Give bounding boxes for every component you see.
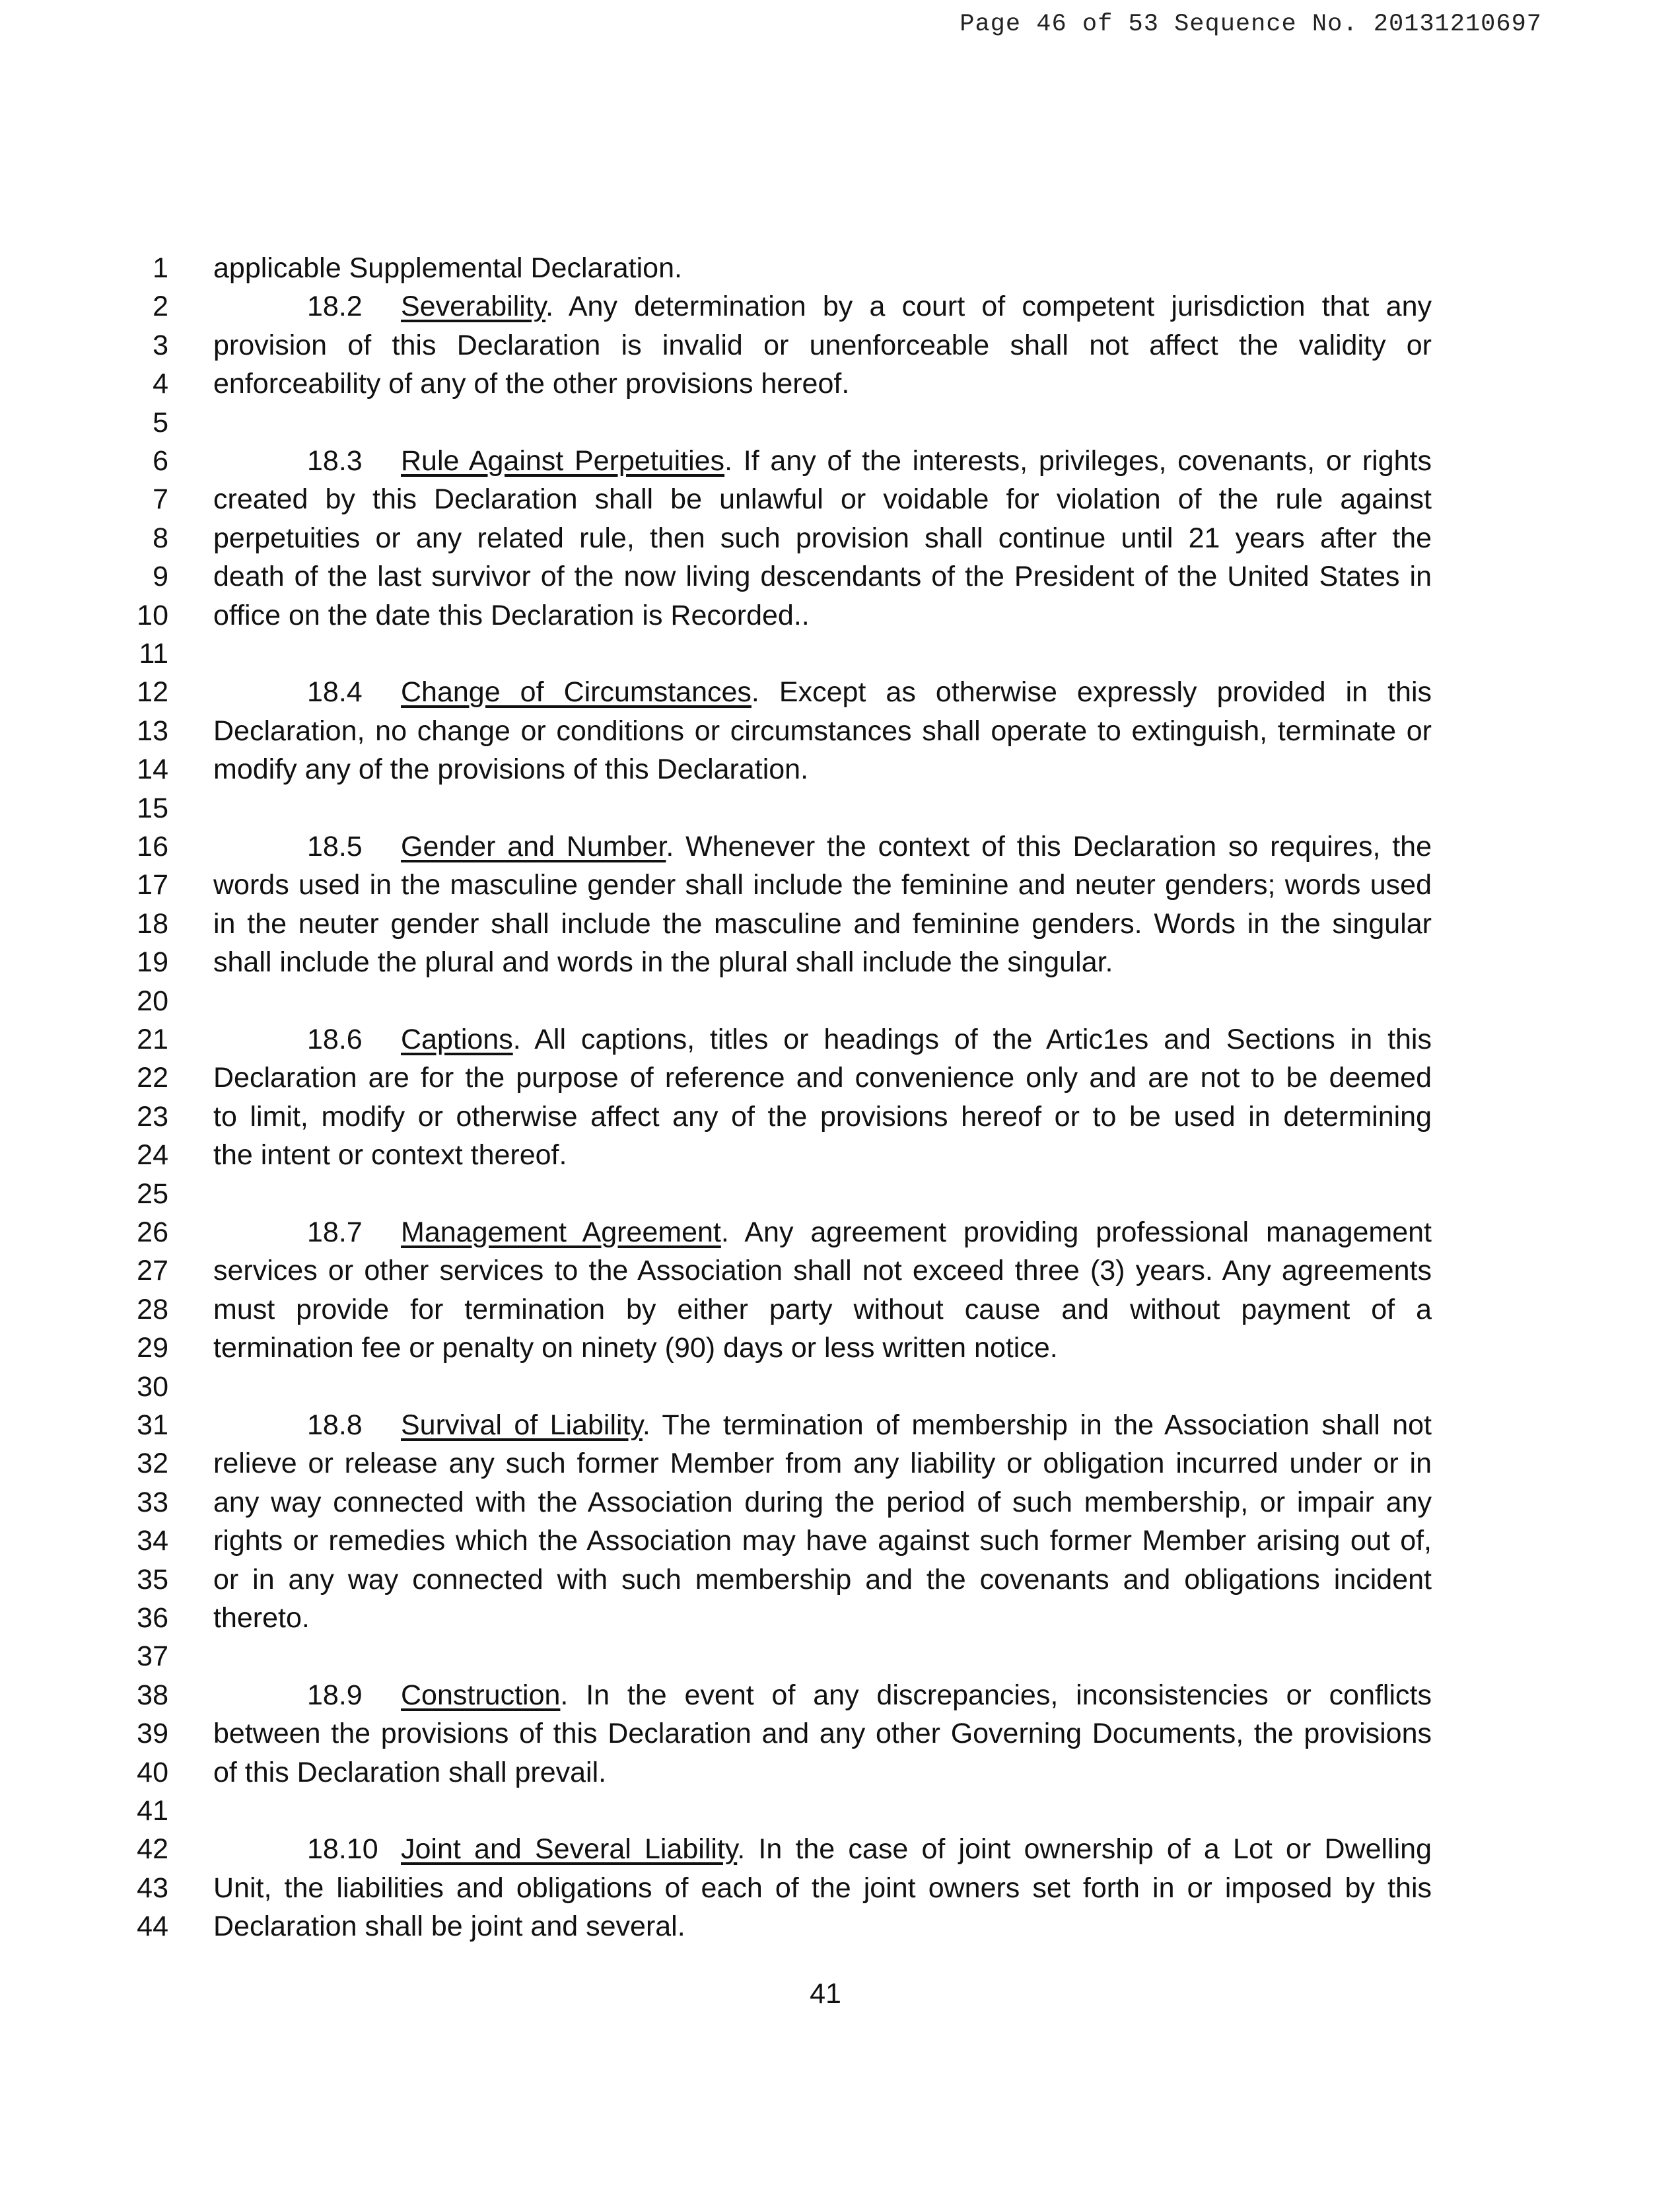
line-text: of this Declaration shall prevail.	[213, 1756, 607, 1788]
line-text: to limit, modify or otherwise affect any of the provisions hereof or to be used in determining	[213, 1100, 1432, 1133]
line-text: modify any of the provisions of this Declaration.	[213, 754, 809, 786]
line-number: 17	[137, 869, 168, 901]
line-number: 16	[137, 831, 168, 862]
section-title: Management Agreement	[401, 1216, 721, 1248]
section-number: 18.10	[307, 1833, 378, 1866]
line-number: 1	[153, 252, 168, 284]
line-text: thereto.	[213, 1602, 310, 1634]
line-text	[213, 1020, 1432, 1059]
section-text: . In the case of joint ownership of a Lot or Dwelling	[737, 1833, 1432, 1866]
line-number: 4	[153, 368, 168, 400]
line-text: Unit, the liabilities and obligations of each of the joint owners set forth in or imposed by this	[213, 1872, 1432, 1904]
line-number: 36	[137, 1602, 168, 1634]
section-number: 18.2	[307, 291, 363, 323]
document-line	[0, 249, 1680, 287]
line-number: 9	[153, 561, 168, 593]
document-line	[0, 673, 1680, 711]
document-line	[0, 827, 1680, 866]
line-number: 2	[153, 291, 168, 323]
line-number: 24	[137, 1139, 168, 1172]
document-line	[0, 596, 1680, 635]
line-number: 27	[137, 1255, 168, 1287]
document-line	[0, 480, 1680, 518]
line-text: Declaration are for the purpose of reference and convenience only and are not to be deemed	[213, 1062, 1432, 1094]
line-number: 15	[137, 792, 168, 824]
section-number: 18.5	[307, 831, 363, 862]
document-line	[0, 1290, 1680, 1329]
document-line	[0, 943, 1680, 981]
line-text: relieve or release any such former Member from any liability or obligation incurred under or in	[213, 1448, 1432, 1480]
line-number: 3	[153, 329, 168, 361]
section-number: 18.7	[307, 1216, 363, 1248]
section-title: Rule Against Perpetuities	[401, 445, 725, 477]
section-title: Survival of Liability	[401, 1409, 643, 1441]
line-number: 40	[137, 1756, 168, 1788]
line-text: rights or remedies which the Association may have against such former Member arising out of,	[213, 1525, 1432, 1557]
document-line	[0, 1599, 1680, 1637]
document-line	[0, 789, 1680, 827]
section-text: . Any determination by a court of competent jurisdiction that any	[545, 291, 1432, 323]
section-title: Gender and Number	[401, 831, 666, 862]
document-line	[0, 1714, 1680, 1753]
line-number: 32	[137, 1448, 168, 1480]
line-text: or in any way connected with such membership and the covenants and obligations incident	[213, 1563, 1432, 1595]
line-number: 23	[137, 1100, 168, 1133]
document-line	[0, 1522, 1680, 1560]
document-line	[0, 1175, 1680, 1213]
line-number: 43	[137, 1872, 168, 1904]
line-text	[213, 1213, 1432, 1251]
line-number: 41	[137, 1795, 168, 1827]
section-text: . All captions, titles or headings of the Artic1es and Sections in this	[512, 1024, 1432, 1055]
line-number: 7	[153, 483, 168, 516]
line-text	[213, 442, 1432, 480]
document-line	[0, 1869, 1680, 1907]
document-line	[0, 557, 1680, 596]
line-number: 14	[137, 754, 168, 786]
line-number: 12	[137, 676, 168, 709]
document-line	[0, 519, 1680, 557]
section-number: 18.8	[307, 1409, 363, 1441]
line-number: 35	[137, 1563, 168, 1595]
document-line	[0, 1059, 1680, 1097]
page-number: 41	[810, 1978, 841, 2010]
line-text: shall include the plural and words in the plural shall include the singular.	[213, 946, 1113, 979]
line-text	[213, 287, 1432, 326]
line-number: 37	[137, 1640, 168, 1673]
line-number: 44	[137, 1911, 168, 1943]
document-line	[0, 1676, 1680, 1714]
line-text: created by this Declaration shall be unlawful or voidable for violation of the rule against	[213, 483, 1432, 516]
line-number: 22	[137, 1062, 168, 1094]
line-number: 5	[153, 406, 168, 438]
section-text: . Except as otherwise expressly provided in this	[751, 676, 1432, 709]
section-title: Severability	[401, 291, 546, 323]
document-line	[0, 712, 1680, 750]
line-number: 25	[137, 1177, 168, 1210]
document-line	[0, 1213, 1680, 1251]
document-line	[0, 1136, 1680, 1174]
line-number: 42	[137, 1833, 168, 1866]
line-number: 38	[137, 1679, 168, 1711]
document-line	[0, 1444, 1680, 1483]
line-text: between the provisions of this Declaration and any other Governing Documents, the provisions	[213, 1718, 1432, 1750]
section-title: Joint and Several Liability	[401, 1833, 738, 1866]
line-number: 8	[153, 522, 168, 554]
line-number: 33	[137, 1486, 168, 1518]
line-number: 18	[137, 907, 168, 940]
document-line	[0, 1368, 1680, 1406]
line-text: services or other services to the Association shall not exceed three (3) years. Any agreements	[213, 1255, 1432, 1287]
section-title: Construction	[401, 1679, 561, 1711]
document-line	[0, 442, 1680, 480]
line-number: 39	[137, 1718, 168, 1750]
line-text	[213, 1676, 1432, 1714]
document-line	[0, 287, 1680, 326]
page-header: Page 46 of 53 Sequence No. 20131210697	[960, 11, 1542, 38]
document-line	[0, 1753, 1680, 1792]
line-number: 21	[137, 1024, 168, 1055]
line-text: any way connected with the Association during the period of such membership, or impair any	[213, 1486, 1432, 1518]
document-line	[0, 1830, 1680, 1868]
document-line	[0, 365, 1680, 403]
line-text: perpetuities or any related rule, then such provision shall continue until 21 years after the	[213, 522, 1432, 554]
section-text: . If any of the interests, privileges, covenants, or rights	[724, 445, 1432, 477]
document-line	[0, 635, 1680, 673]
line-number: 31	[137, 1409, 168, 1441]
document-line	[0, 866, 1680, 904]
line-number: 29	[137, 1332, 168, 1364]
line-number: 30	[137, 1370, 168, 1403]
document-line	[0, 905, 1680, 943]
document-line	[0, 326, 1680, 365]
line-text: in the neuter gender shall include the masculine and feminine genders. Words in the singular	[213, 907, 1432, 940]
section-text: . In the event of any discrepancies, inconsistencies or conflicts	[560, 1679, 1432, 1711]
section-text: . Any agreement providing professional management	[720, 1216, 1432, 1248]
line-number: 10	[137, 599, 168, 631]
line-text	[213, 1406, 1432, 1444]
document-line	[0, 1329, 1680, 1367]
section-text: . Whenever the context of this Declaration so requires, the	[666, 831, 1432, 862]
document-line	[0, 1251, 1680, 1290]
line-text: death of the last survivor of the now living descendants of the President of the United States in	[213, 561, 1432, 593]
line-number: 11	[139, 638, 168, 670]
document-line	[0, 750, 1680, 789]
document-line	[0, 1907, 1680, 1946]
section-title: Captions	[401, 1024, 513, 1055]
section-title: Change of Circumstances	[401, 676, 752, 709]
line-text: the intent or context thereof.	[213, 1139, 567, 1172]
section-number: 18.9	[307, 1679, 363, 1711]
line-number: 26	[137, 1216, 168, 1248]
line-number: 20	[137, 985, 168, 1017]
document-line	[0, 1637, 1680, 1675]
line-text	[213, 827, 1432, 866]
line-text: applicable Supplemental Declaration.	[213, 252, 682, 284]
line-text	[213, 1830, 1432, 1868]
document-line	[0, 1098, 1680, 1136]
section-text: . The termination of membership in the Association shall not	[642, 1409, 1432, 1441]
line-number: 34	[137, 1525, 168, 1557]
section-number: 18.4	[307, 676, 363, 709]
section-number: 18.6	[307, 1024, 363, 1055]
document-line	[0, 1483, 1680, 1522]
line-text: office on the date this Declaration is Recorded..	[213, 599, 810, 631]
document-line	[0, 982, 1680, 1020]
document-line	[0, 1792, 1680, 1830]
line-number: 28	[137, 1293, 168, 1325]
line-text: must provide for termination by either party without cause and without payment of a	[213, 1293, 1432, 1325]
line-text: words used in the masculine gender shall include the feminine and neuter genders; words used	[213, 869, 1432, 901]
line-text: enforceability of any of the other provisions hereof.	[213, 368, 850, 400]
line-text: Declaration shall be joint and several.	[213, 1911, 685, 1943]
line-text: Declaration, no change or conditions or circumstances shall operate to extinguish, terminate or	[213, 715, 1432, 747]
line-text: provision of this Declaration is invalid or unenforceable shall not affect the validity or	[213, 329, 1432, 361]
line-text: termination fee or penalty on ninety (90) days or less written notice.	[213, 1332, 1058, 1364]
line-number: 19	[137, 946, 168, 979]
line-number: 13	[137, 715, 168, 747]
line-number: 6	[153, 445, 168, 477]
document-line	[0, 1560, 1680, 1599]
document-line	[0, 1020, 1680, 1059]
document-line	[0, 1406, 1680, 1444]
line-text	[213, 673, 1432, 711]
document-line	[0, 403, 1680, 442]
section-number: 18.3	[307, 445, 363, 477]
